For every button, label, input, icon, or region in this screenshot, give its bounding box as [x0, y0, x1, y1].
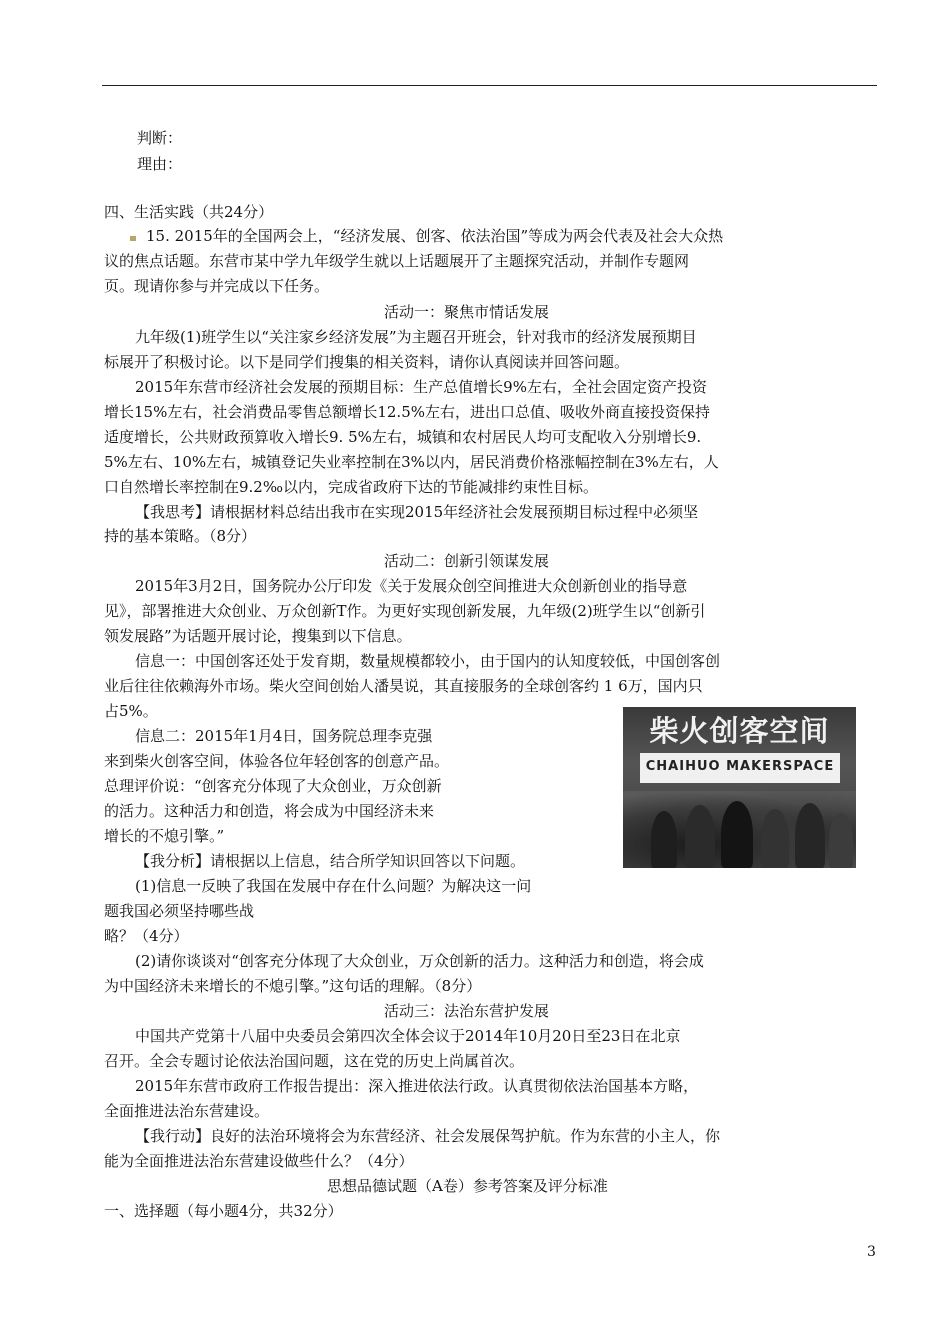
- text-line: 九年级(1)班学生以“关注家乡经济发展”为主题召开班会，针对我市的经济发展预期目: [135, 328, 697, 346]
- text-line: 业后往往依赖海外市场。柴火空间创始人潘昊说，其直接服务的全球创客约 1 6万，国内只: [104, 677, 703, 695]
- photo-person: [761, 809, 789, 868]
- text-line: 【我思考】请根据材料总结出我市在实现2015年经济社会发展预期目标过程中必须坚: [135, 503, 699, 521]
- text-line: 理由：: [137, 155, 183, 173]
- text-line: 来到柴火创客空间，体验各位年轻创客的创意产品。: [104, 752, 450, 770]
- text-line: 活动三：法治东营护发展: [384, 1002, 550, 1020]
- photo-crowd: [623, 791, 856, 868]
- text-line: 一、选择题（每小题4分，共32分）: [104, 1202, 343, 1220]
- text-line: 召开。全会专题讨论依法治国问题，这在党的历史上尚属首次。: [104, 1052, 525, 1070]
- text-line: 信息一：中国创客还处于发育期，数量规模都较小，由于国内的认知度较低，中国创客创: [135, 652, 721, 670]
- text-line: 思想品德试题（A卷）参考答案及评分标准: [327, 1177, 608, 1195]
- text-line: 2015年东营市经济社会发展的预期目标：生产总值增长9%左右，全社会固定资产投资: [135, 378, 707, 396]
- text-line: 15. 2015年的全国两会上，“经济发展、创客、依法治国”等成为两会代表及社会大众热: [146, 227, 724, 245]
- header-rule: [102, 85, 877, 86]
- text-line: 【我分析】请根据以上信息，结合所学知识回答以下问题。: [135, 852, 526, 870]
- photo-person: [829, 813, 853, 868]
- text-line: 活动二：创新引领谋发展: [384, 552, 550, 570]
- text-line: 活动一：聚焦市情话发展: [384, 303, 550, 321]
- text-line: 标展开了积极讨论。以下是同学们搜集的相关资料，请你认真阅读并回答问题。: [104, 353, 630, 371]
- text-line: 全面推进法治东营建设。: [104, 1102, 270, 1120]
- photo-sign-chinese: 柴火创客空间: [649, 714, 830, 748]
- photo-person: [721, 801, 753, 868]
- text-line: 能为全面推进法治东营建设做些什么？（4分）: [104, 1152, 414, 1170]
- text-line: 适度增长，公共财政预算收入增长9. 5%左右，城镇和农村居民人均可支配收入分别增长9.: [104, 428, 702, 446]
- text-line: 中国共产党第十八届中央委员会第四次全体会议于2014年10月20日至23日在北京: [135, 1027, 681, 1045]
- text-line: (1)信息一反映了我国在发展中存在什么问题？为解决这一问: [135, 877, 532, 895]
- photo-person: [651, 811, 677, 868]
- text-line: 【我行动】良好的法治环境将会为东营经济、社会发展保驾护航。作为东营的小主人，你: [135, 1127, 721, 1145]
- photo-person: [795, 803, 825, 868]
- photo-person: [685, 805, 715, 868]
- text-line: 口自然增长率控制在9.2‰以内，完成省政府下达的节能减排约束性目标。: [104, 478, 598, 496]
- text-line: 持的基本策略。（8分）: [104, 527, 257, 545]
- bullet-mark: [130, 236, 136, 241]
- text-line: 议的焦点话题。东营市某中学九年级学生就以上话题展开了主题探究活动，并制作专题网: [104, 252, 690, 270]
- text-line: 占5%。: [104, 702, 158, 720]
- page-number: 3: [867, 1244, 876, 1260]
- text-line: 2015年3月2日，国务院办公厅印发《关于发展众创空间推进大众创新创业的指导意: [135, 577, 688, 595]
- text-line: 判断：: [137, 129, 183, 147]
- text-line: 信息二：2015年1月4日，国务院总理李克强: [135, 727, 433, 745]
- text-line: 四、生活实践（共24分）: [104, 203, 274, 221]
- text-line: (2)请你谈谈对“创客充分体现了大众创业，万众创新的活力。这种活力和创造，将会成: [135, 952, 704, 970]
- text-line: 增长的不熄引擎。”: [104, 827, 225, 845]
- text-line: 总理评价说：“创客充分体现了大众创业，万众创新: [104, 777, 442, 795]
- text-line: 增长15%左右，社会消费品零售总额增长12.5%左右，进出口总值、吸收外商直接投资保持: [104, 403, 710, 421]
- text-line: 见》，部署推进大众创业、万众创新T作。为更好实现创新发展，九年级(2)班学生以“创新引: [104, 602, 706, 620]
- text-line: 为中国经济未来增长的不熄引擎。”这句话的理解。（8分）: [104, 977, 482, 995]
- text-line: 题我国必须坚持哪些战: [104, 902, 255, 920]
- text-line: 2015年东营市政府工作报告提出：深入推进依法行政。认真贯彻依法治国基本方略，: [135, 1077, 699, 1095]
- text-line: 5%左右、10%左右，城镇登记失业率控制在3%以内，居民消费价格涨幅控制在3%左右，人: [104, 453, 719, 471]
- text-line: 页。现请你参与并完成以下任务。: [104, 277, 330, 295]
- makerspace-photo: [623, 707, 856, 868]
- text-line: 略？（4分）: [104, 927, 189, 945]
- photo-sign-english: CHAIHUO MAKERSPACE: [645, 759, 835, 774]
- text-line: 领发展路”为话题开展讨论，搜集到以下信息。: [104, 627, 412, 645]
- text-line: 的活力。这种活力和创造，将会成为中国经济未来: [104, 802, 435, 820]
